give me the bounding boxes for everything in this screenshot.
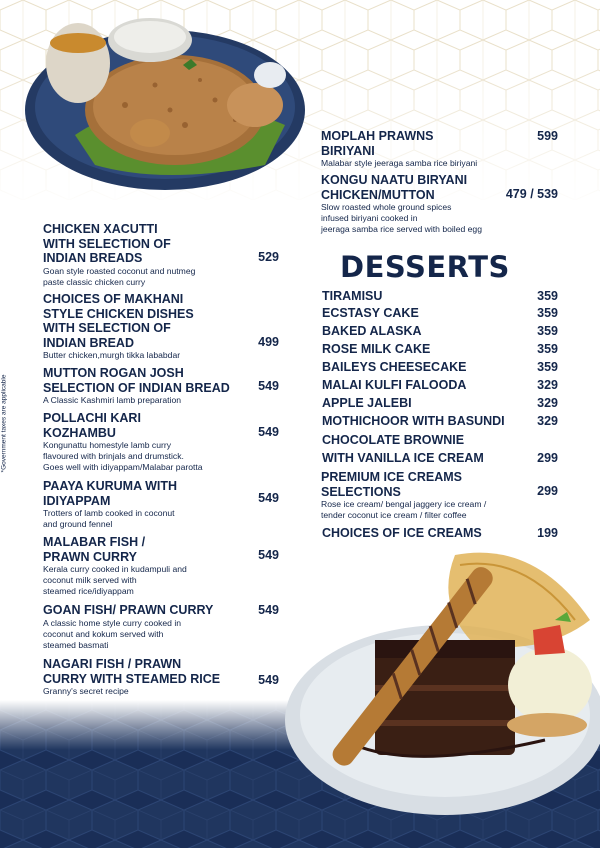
menu-item-name: WITH SELECTION OF [43, 236, 171, 251]
dessert-price: 329 [537, 414, 558, 428]
menu-item-price: 499 [258, 335, 279, 349]
menu-item-price: 549 [258, 603, 279, 617]
menu-item [43, 222, 243, 288]
menu-item-name: SELECTIONS [321, 484, 401, 499]
dessert-price: 359 [537, 360, 558, 374]
menu-item [43, 603, 243, 651]
menu-item [43, 479, 243, 530]
menu-item-name: WITH SELECTION OF [43, 321, 171, 335]
menu-item-name: IDIYAPPAM [43, 493, 111, 508]
dessert-price: 359 [537, 324, 558, 338]
dessert-name: BAILEYS CHEESECAKE [322, 360, 467, 374]
menu-item-name: STYLE CHICKEN DISHES [43, 306, 194, 321]
menu-item-description: paste classic chicken curry [43, 276, 146, 287]
menu-item-description: infused biriyani cooked in [321, 213, 418, 223]
menu-item-name: POLLACHI KARI [43, 411, 141, 425]
menu-item-name: PAAYA KURUMA WITH [43, 479, 178, 493]
dessert-price: 359 [537, 306, 558, 320]
dessert-item [322, 342, 558, 359]
dessert-name: CHOCOLATE BROWNIE [322, 433, 465, 447]
menu-item-price: 529 [258, 250, 279, 264]
choices-of-ice-creams-item [322, 526, 558, 543]
menu-item-description: A classic home style curry cooked in [43, 617, 182, 628]
chocolate-brownie-dessert-image [285, 545, 600, 820]
menu-item-name: CHICKEN/MUTTON [321, 187, 435, 202]
menu-item-price: 549 [258, 548, 279, 562]
menu-item [43, 657, 243, 697]
dessert-name: ROSE MILK CAKE [322, 342, 431, 356]
menu-item-description: Goes well with idiyappam/Malabar parotta [43, 462, 203, 472]
dessert-name: MALAI KULFI FALOODA [322, 378, 467, 392]
menu-item [321, 129, 511, 169]
dessert-item [322, 451, 558, 468]
menu-item [43, 535, 243, 597]
biryani-plate-image [15, 15, 315, 200]
dessert-item [322, 414, 558, 431]
menu-item [321, 173, 511, 235]
menu-item-name: SELECTION OF INDIAN BREAD [43, 380, 230, 395]
menu-item-name: KONGU NAATU BIRYANI [321, 173, 468, 187]
menu-item-price: 299 [537, 484, 558, 498]
menu-item-description: Malabar style jeeraga samba rice biriyani [321, 158, 478, 168]
menu-item-price: 549 [258, 379, 279, 393]
dessert-name: APPLE JALEBI [322, 396, 412, 410]
menu-item-description: Rose ice cream/ bengal jaggery ice cream / [321, 499, 487, 509]
menu-item-price: 549 [258, 673, 279, 687]
menu-item-description: Trotters of lamb cooked in coconut [43, 508, 175, 518]
menu-item-description: Slow roasted whole ground spices [321, 202, 452, 212]
dessert-item [322, 396, 558, 413]
dessert-name: CHOICES OF ICE CREAMS [322, 526, 482, 540]
menu-item-description: steamed rice/idiyappam [43, 586, 134, 596]
menu-item-description: jeeraga samba rice served with boiled egg [321, 224, 482, 234]
menu-item [43, 292, 243, 361]
dessert-name: BAKED ALASKA [322, 324, 422, 338]
desserts-heading: DESSERTS [340, 250, 510, 284]
menu-item-description: Goan style roasted coconut and nutmeg [43, 265, 196, 276]
menu-item-name: GOAN FISH/ PRAWN CURRY [43, 603, 214, 617]
menu-item-description: coconut milk served with [43, 575, 137, 585]
dessert-price: 329 [537, 396, 558, 410]
menu-item-description: flavoured with brinjals and drumstick. [43, 451, 184, 461]
menu-item-description: coconut and kokum served with [43, 628, 164, 639]
menu-item-description: Kongunattu homestyle lamb curry [43, 440, 172, 450]
dessert-name: MOTHICHOOR WITH BASUNDI [322, 414, 505, 428]
menu-item-price: 549 [258, 491, 279, 505]
menu-item-description: tender coconut ice cream / filter coffee [321, 510, 467, 520]
menu-item-name: PREMIUM ICE CREAMS [321, 470, 462, 484]
dessert-price: 329 [537, 378, 558, 392]
menu-item-name: CHICKEN XACUTTI [43, 222, 158, 236]
menu-item-name: CURRY WITH STEAMED RICE [43, 671, 221, 686]
dessert-name: ECSTASY CAKE [322, 306, 419, 320]
dessert-item [322, 360, 558, 377]
menu-item [321, 470, 531, 521]
menu-item-name: INDIAN BREAD [43, 335, 134, 350]
dessert-item [322, 306, 558, 323]
menu-item-description: steamed basmati [43, 639, 109, 650]
dessert-price: 359 [537, 289, 558, 303]
menu-item-name: PRAWN CURRY [43, 549, 137, 564]
dessert-item [322, 324, 558, 341]
menu-item-name: MALABAR FISH / [43, 535, 146, 549]
menu-item-name: MUTTON ROGAN JOSH [43, 366, 184, 380]
dessert-item [322, 289, 558, 306]
dessert-item [322, 378, 558, 395]
menu-item-name: CHOICES OF MAKHANI [43, 292, 184, 306]
menu-item-description: A Classic Kashmiri lamb preparation [43, 395, 182, 405]
menu-item-price: 479 / 539 [505, 187, 558, 201]
menu-item-name: MOPLAH PRAWNS [321, 129, 434, 143]
menu-item [43, 411, 243, 473]
menu-item-name: INDIAN BREADS [43, 251, 143, 265]
menu-item [43, 366, 243, 406]
menu-item-price: 599 [537, 129, 558, 143]
menu-item-description: and ground fennel [43, 519, 113, 529]
dessert-name: WITH VANILLA ICE CREAM [322, 451, 484, 465]
dessert-item [322, 433, 558, 450]
dessert-price: 299 [537, 451, 558, 465]
menu-item-description: Butter chicken,murgh tikka lababdar [43, 350, 181, 360]
menu-item-name: NAGARI FISH / PRAWN [43, 657, 182, 671]
menu-item-description: Granny's secret recipe [43, 686, 129, 696]
dessert-price: 199 [537, 526, 558, 540]
dessert-price: 359 [537, 342, 558, 356]
tax-note: *Government taxes are applicable [0, 374, 8, 473]
menu-item-price: 549 [258, 425, 279, 439]
dessert-name: TIRAMISU [322, 289, 383, 303]
menu-item-description: Kerala curry cooked in kudampuli and [43, 564, 187, 574]
menu-item-name: BIRIYANI [321, 143, 375, 158]
menu-item-name: KOZHAMBU [43, 425, 116, 440]
